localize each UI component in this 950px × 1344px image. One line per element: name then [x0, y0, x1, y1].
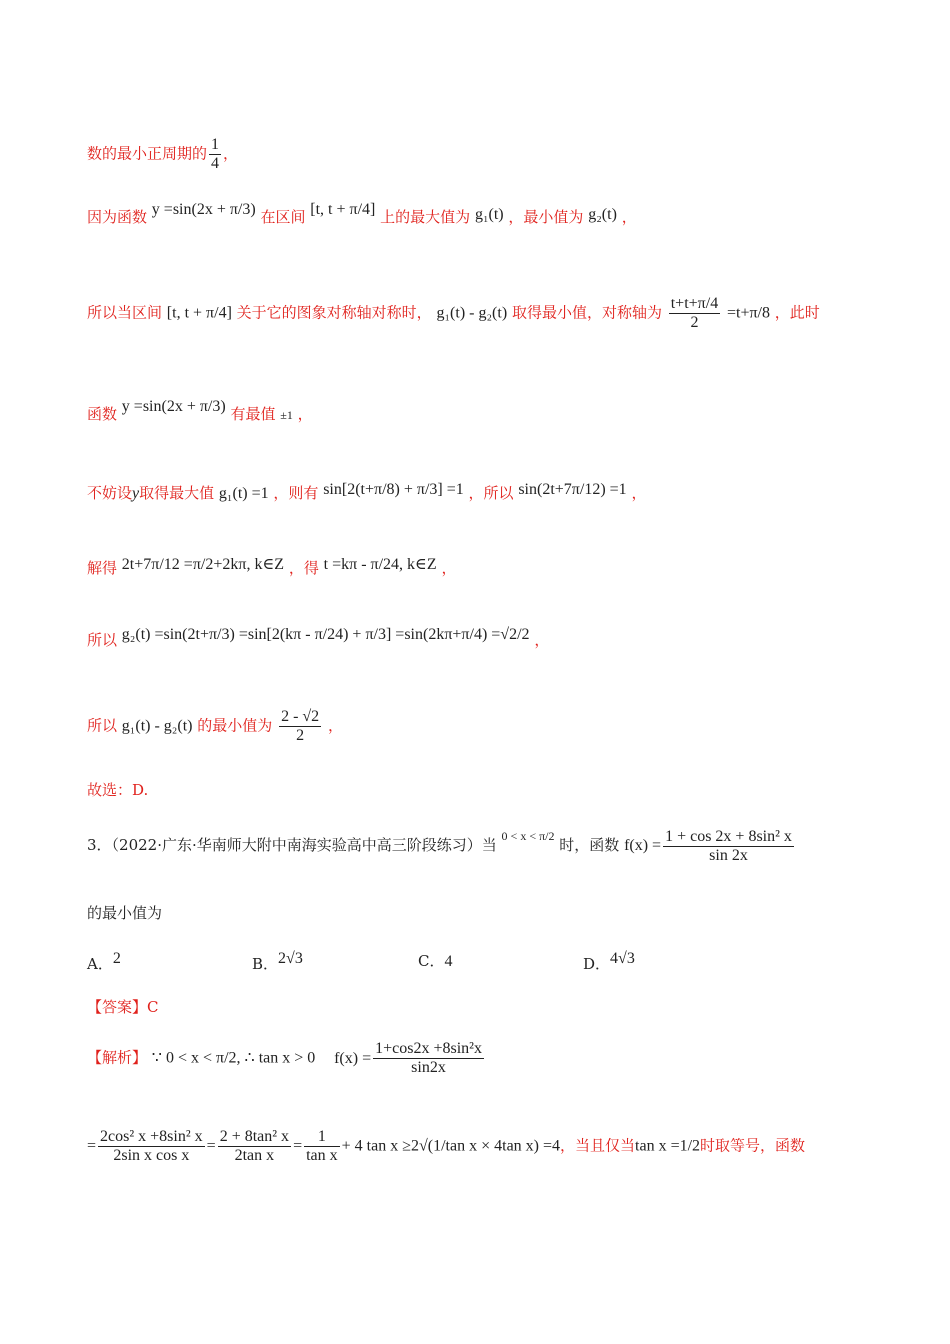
option-c[interactable]: C．4	[418, 952, 453, 970]
line-6: 解得 2t+7π/12 =π/2+2kπ, k∈Z ，得 t =kπ - π/24, k∈Z ，	[87, 556, 457, 577]
last-line: = $\frac{\text{2cos² x +8sin² x}}{\text{2sin x cos x}}$ = $\frac{\text{2 + 8tan² x}}{\text{2tan x}}$ = $\frac{1}{\text{tan x}}$ + 4 tan x ≥2√(1/tan x × 4tan x) =4，当且仅当tan x =1/2时取等号，函数	[87, 1128, 806, 1164]
fraction: $\frac{\text{1 + cos 2x + 8sin² x}}{\sin 2x}$	[665, 827, 792, 864]
fraction: $\frac{\text{2cos² x +8sin² x}}{\text{2sin x cos x}}$	[100, 1128, 203, 1164]
fraction: $\frac{t+t+\pi/4}{2}$	[670, 295, 719, 331]
line-9: 故选：D.	[87, 781, 149, 799]
line-1: 数的最小正周期的 $\frac{1}{4}$ ，	[87, 136, 239, 172]
line-8: 所以 g₁(t) - g₂(t) 的最小值为 $\frac{2 - √2}{2}$ ，	[87, 708, 343, 744]
analysis-line: 【解析】 ∵ 0 < x < π/2, ∴ tan x > 0 f(x) = $\frac{\text{1+cos2x +8sin²x}}{\sin 2x}$	[87, 1040, 482, 1076]
answer-line: 【答案】C	[87, 998, 159, 1016]
line-7: 所以 g₂(t) =sin(2t+π/3) =sin[2(kπ - π/24) + π/3] =sin(2kπ+π/4) =√2/2 ，	[87, 626, 550, 649]
fraction: $\frac{\text{2 + 8tan² x}}{\text{2tan x}}$	[219, 1128, 290, 1164]
option-a[interactable]: A．2	[87, 950, 121, 973]
line-4: 函数 y =sin(2x + π/3) 有最值 ±1 ，	[87, 398, 313, 423]
text-segment: 数的最小正周期的	[87, 144, 208, 163]
equation: y =sin(2x + π/3)	[151, 201, 256, 218]
option-d[interactable]: D．4√3	[583, 950, 635, 973]
option-b[interactable]: B．2√3	[252, 950, 303, 973]
question-3: 3．（2022·广东·华南师大附中南海实验高中高三阶段练习）当 $^{0 < x < \pi/2}$ 时，函数 f(x) = $\frac{\text{1 + cos 2x + 8sin² x}}{\sin 2x}$	[87, 827, 792, 864]
question-3-continued: 的最小值为	[87, 904, 163, 922]
line-5: 不妨设y取得最大值 g₁(t) =1 ，则有 sin[2(t+π/8) + π/3] =1 ，所以 sin(2t+7π/12) =1 ，	[87, 481, 647, 502]
fraction: $\frac{1}{\text{tan x}}$	[306, 1128, 338, 1164]
fraction: $\frac{1}{4}$	[211, 136, 220, 172]
interval: [t, t + π/4]	[310, 201, 376, 218]
fraction: $\frac{\text{1+cos2x +8sin²x}}{\sin 2x}$	[375, 1040, 482, 1076]
line-3: 所以当区间 [t, t + π/4] 关于它的图象对称轴对称时， g₁(t) - g₂(t) 取得最小值，对称轴为 $\frac{t+t+\pi/4}{2}$ =t+π/8 ，此时	[87, 295, 820, 331]
fraction: $\frac{2 - √2}{2}$	[281, 708, 320, 744]
line-2: 因为函数 y =sin(2x + π/3) 在区间 [t, t + π/4] 上的最大值为 g₁(t) ，最小值为 g₂(t) ，	[87, 201, 637, 226]
